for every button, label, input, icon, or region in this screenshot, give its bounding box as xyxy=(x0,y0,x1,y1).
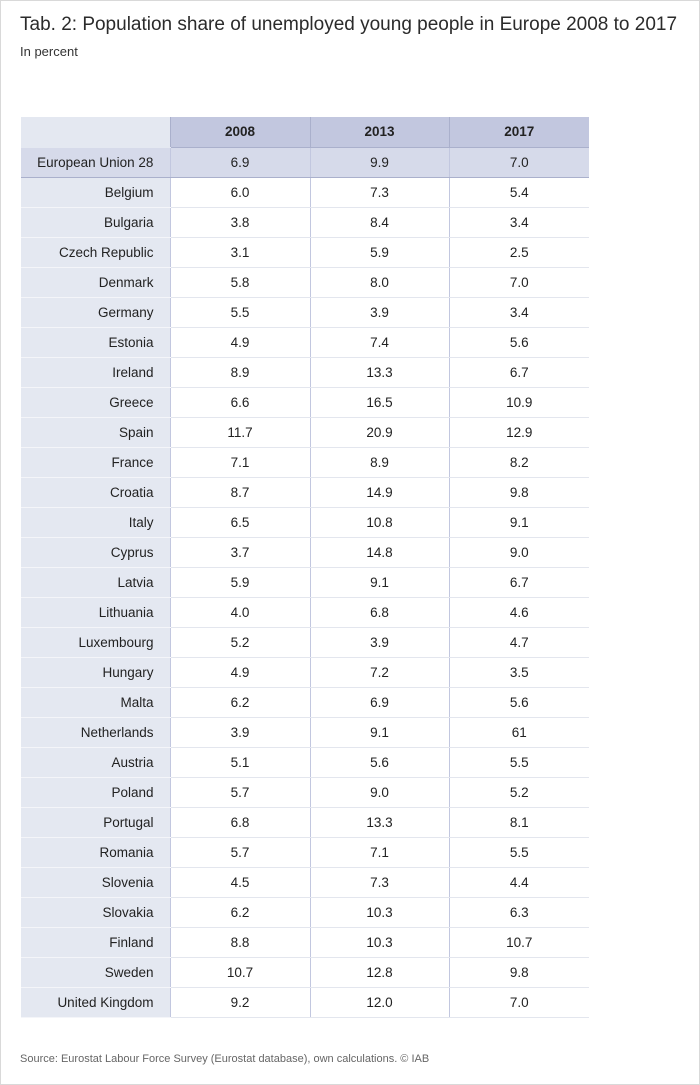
table-row xyxy=(21,718,589,748)
value-cell: 4.0 xyxy=(170,598,310,628)
value-cell: 5.1 xyxy=(170,748,310,778)
country-cell: Hungary xyxy=(21,658,170,688)
table-row xyxy=(21,298,589,328)
country-cell: Greece xyxy=(21,388,170,418)
value-cell: 61 xyxy=(449,718,589,748)
value-cell: 7.2 xyxy=(310,658,449,688)
value-cell: 5.9 xyxy=(170,568,310,598)
value-cell: 14.9 xyxy=(310,478,449,508)
value-cell: 5.6 xyxy=(310,748,449,778)
country-cell: Denmark xyxy=(21,268,170,298)
value-cell: 10.9 xyxy=(449,388,589,418)
value-cell: 7.0 xyxy=(449,148,589,178)
value-cell: 8.0 xyxy=(310,268,449,298)
value-cell: 6.9 xyxy=(170,148,310,178)
value-cell: 10.7 xyxy=(170,958,310,988)
country-cell: France xyxy=(21,448,170,478)
value-cell: 10.3 xyxy=(310,898,449,928)
value-cell: 8.4 xyxy=(310,208,449,238)
table-row xyxy=(21,508,589,538)
country-cell: Italy xyxy=(21,508,170,538)
value-cell: 9.1 xyxy=(310,718,449,748)
value-cell: 12.0 xyxy=(310,988,449,1018)
table-row xyxy=(21,898,589,928)
country-cell: Slovenia xyxy=(21,868,170,898)
value-cell: 9.9 xyxy=(310,148,449,178)
table-row xyxy=(21,478,589,508)
value-cell: 9.2 xyxy=(170,988,310,1018)
value-cell: 3.9 xyxy=(310,628,449,658)
value-cell: 5.7 xyxy=(170,838,310,868)
country-cell: Belgium xyxy=(21,178,170,208)
value-cell: 6.9 xyxy=(310,688,449,718)
value-cell: 5.6 xyxy=(449,328,589,358)
header-year-cell: 2008 xyxy=(170,117,310,148)
value-cell: 8.1 xyxy=(449,808,589,838)
header-year-cell: 2013 xyxy=(310,117,449,148)
value-cell: 3.9 xyxy=(310,298,449,328)
country-cell: Estonia xyxy=(21,328,170,358)
value-cell: 12.8 xyxy=(310,958,449,988)
table-row xyxy=(21,598,589,628)
value-cell: 3.9 xyxy=(170,718,310,748)
value-cell: 6.6 xyxy=(170,388,310,418)
value-cell: 7.0 xyxy=(449,988,589,1018)
table-row xyxy=(21,388,589,418)
table-row xyxy=(21,418,589,448)
value-cell: 3.5 xyxy=(449,658,589,688)
value-cell: 6.7 xyxy=(449,568,589,598)
country-cell: Bulgaria xyxy=(21,208,170,238)
value-cell: 10.7 xyxy=(449,928,589,958)
value-cell: 6.8 xyxy=(310,598,449,628)
country-cell: Germany xyxy=(21,298,170,328)
country-cell: Malta xyxy=(21,688,170,718)
value-cell: 3.7 xyxy=(170,538,310,568)
value-cell: 5.2 xyxy=(170,628,310,658)
value-cell: 7.3 xyxy=(310,868,449,898)
value-cell: 8.2 xyxy=(449,448,589,478)
table-body xyxy=(21,148,589,1018)
country-cell: European Union 28 xyxy=(21,148,170,178)
value-cell: 5.6 xyxy=(449,688,589,718)
table-row xyxy=(21,808,589,838)
value-cell: 6.2 xyxy=(170,688,310,718)
value-cell: 7.3 xyxy=(310,178,449,208)
value-cell: 5.2 xyxy=(449,778,589,808)
value-cell: 14.8 xyxy=(310,538,449,568)
value-cell: 7.4 xyxy=(310,328,449,358)
value-cell: 20.9 xyxy=(310,418,449,448)
table-row xyxy=(21,448,589,478)
page-title: Tab. 2: Population share of unemployed young people in Europe 2008 to 2017 xyxy=(20,14,678,35)
value-cell: 7.1 xyxy=(170,448,310,478)
value-cell: 8.9 xyxy=(170,358,310,388)
table-row xyxy=(21,958,589,988)
table-row xyxy=(21,268,589,298)
value-cell: 4.9 xyxy=(170,328,310,358)
value-cell: 5.7 xyxy=(170,778,310,808)
value-cell: 5.5 xyxy=(170,298,310,328)
country-cell: Portugal xyxy=(21,808,170,838)
table-header-row xyxy=(21,117,589,148)
value-cell: 4.9 xyxy=(170,658,310,688)
value-cell: 3.8 xyxy=(170,208,310,238)
data-table xyxy=(21,117,589,1018)
value-cell: 5.8 xyxy=(170,268,310,298)
header-year-cell: 2017 xyxy=(449,117,589,148)
table-row xyxy=(21,628,589,658)
table-row xyxy=(21,178,589,208)
table-row xyxy=(21,328,589,358)
table-row xyxy=(21,988,589,1018)
country-cell: Austria xyxy=(21,748,170,778)
value-cell: 6.5 xyxy=(170,508,310,538)
country-cell: Sweden xyxy=(21,958,170,988)
country-cell: United Kingdom xyxy=(21,988,170,1018)
country-cell: Netherlands xyxy=(21,718,170,748)
source-note: Source: Eurostat Labour Force Survey (Eurostat database), own calculations. © IAB xyxy=(20,1053,430,1065)
value-cell: 8.7 xyxy=(170,478,310,508)
value-cell: 9.8 xyxy=(449,478,589,508)
value-cell: 2.5 xyxy=(449,238,589,268)
country-cell: Latvia xyxy=(21,568,170,598)
value-cell: 9.0 xyxy=(310,778,449,808)
value-cell: 12.9 xyxy=(449,418,589,448)
value-cell: 7.0 xyxy=(449,268,589,298)
value-cell: 5.5 xyxy=(449,838,589,868)
value-cell: 9.8 xyxy=(449,958,589,988)
country-cell: Cyprus xyxy=(21,538,170,568)
country-cell: Lithuania xyxy=(21,598,170,628)
value-cell: 5.9 xyxy=(310,238,449,268)
table-row-eu-total xyxy=(21,148,589,178)
value-cell: 6.8 xyxy=(170,808,310,838)
table-row xyxy=(21,778,589,808)
value-cell: 16.5 xyxy=(310,388,449,418)
value-cell: 9.1 xyxy=(449,508,589,538)
table-row xyxy=(21,688,589,718)
country-cell: Spain xyxy=(21,418,170,448)
value-cell: 3.4 xyxy=(449,208,589,238)
table-row xyxy=(21,238,589,268)
country-cell: Luxembourg xyxy=(21,628,170,658)
table-row xyxy=(21,538,589,568)
value-cell: 6.3 xyxy=(449,898,589,928)
value-cell: 3.1 xyxy=(170,238,310,268)
value-cell: 13.3 xyxy=(310,808,449,838)
country-cell: Slovakia xyxy=(21,898,170,928)
value-cell: 4.4 xyxy=(449,868,589,898)
value-cell: 3.4 xyxy=(449,298,589,328)
value-cell: 11.7 xyxy=(170,418,310,448)
value-cell: 6.0 xyxy=(170,178,310,208)
table-row xyxy=(21,358,589,388)
value-cell: 8.9 xyxy=(310,448,449,478)
table-row xyxy=(21,748,589,778)
value-cell: 8.8 xyxy=(170,928,310,958)
value-cell: 5.5 xyxy=(449,748,589,778)
table-row xyxy=(21,658,589,688)
value-cell: 10.3 xyxy=(310,928,449,958)
table-row xyxy=(21,838,589,868)
header-country-cell xyxy=(21,117,170,148)
country-cell: Czech Republic xyxy=(21,238,170,268)
country-cell: Romania xyxy=(21,838,170,868)
value-cell: 7.1 xyxy=(310,838,449,868)
country-cell: Poland xyxy=(21,778,170,808)
value-cell: 4.7 xyxy=(449,628,589,658)
value-cell: 4.6 xyxy=(449,598,589,628)
table-row xyxy=(21,868,589,898)
table-row xyxy=(21,928,589,958)
table-row xyxy=(21,208,589,238)
value-cell: 13.3 xyxy=(310,358,449,388)
country-cell: Ireland xyxy=(21,358,170,388)
country-cell: Croatia xyxy=(21,478,170,508)
value-cell: 5.4 xyxy=(449,178,589,208)
country-cell: Finland xyxy=(21,928,170,958)
value-cell: 6.2 xyxy=(170,898,310,928)
value-cell: 10.8 xyxy=(310,508,449,538)
value-cell: 4.5 xyxy=(170,868,310,898)
table-row xyxy=(21,568,589,598)
value-cell: 9.0 xyxy=(449,538,589,568)
page-subtitle: In percent xyxy=(20,44,78,59)
value-cell: 6.7 xyxy=(449,358,589,388)
value-cell: 9.1 xyxy=(310,568,449,598)
